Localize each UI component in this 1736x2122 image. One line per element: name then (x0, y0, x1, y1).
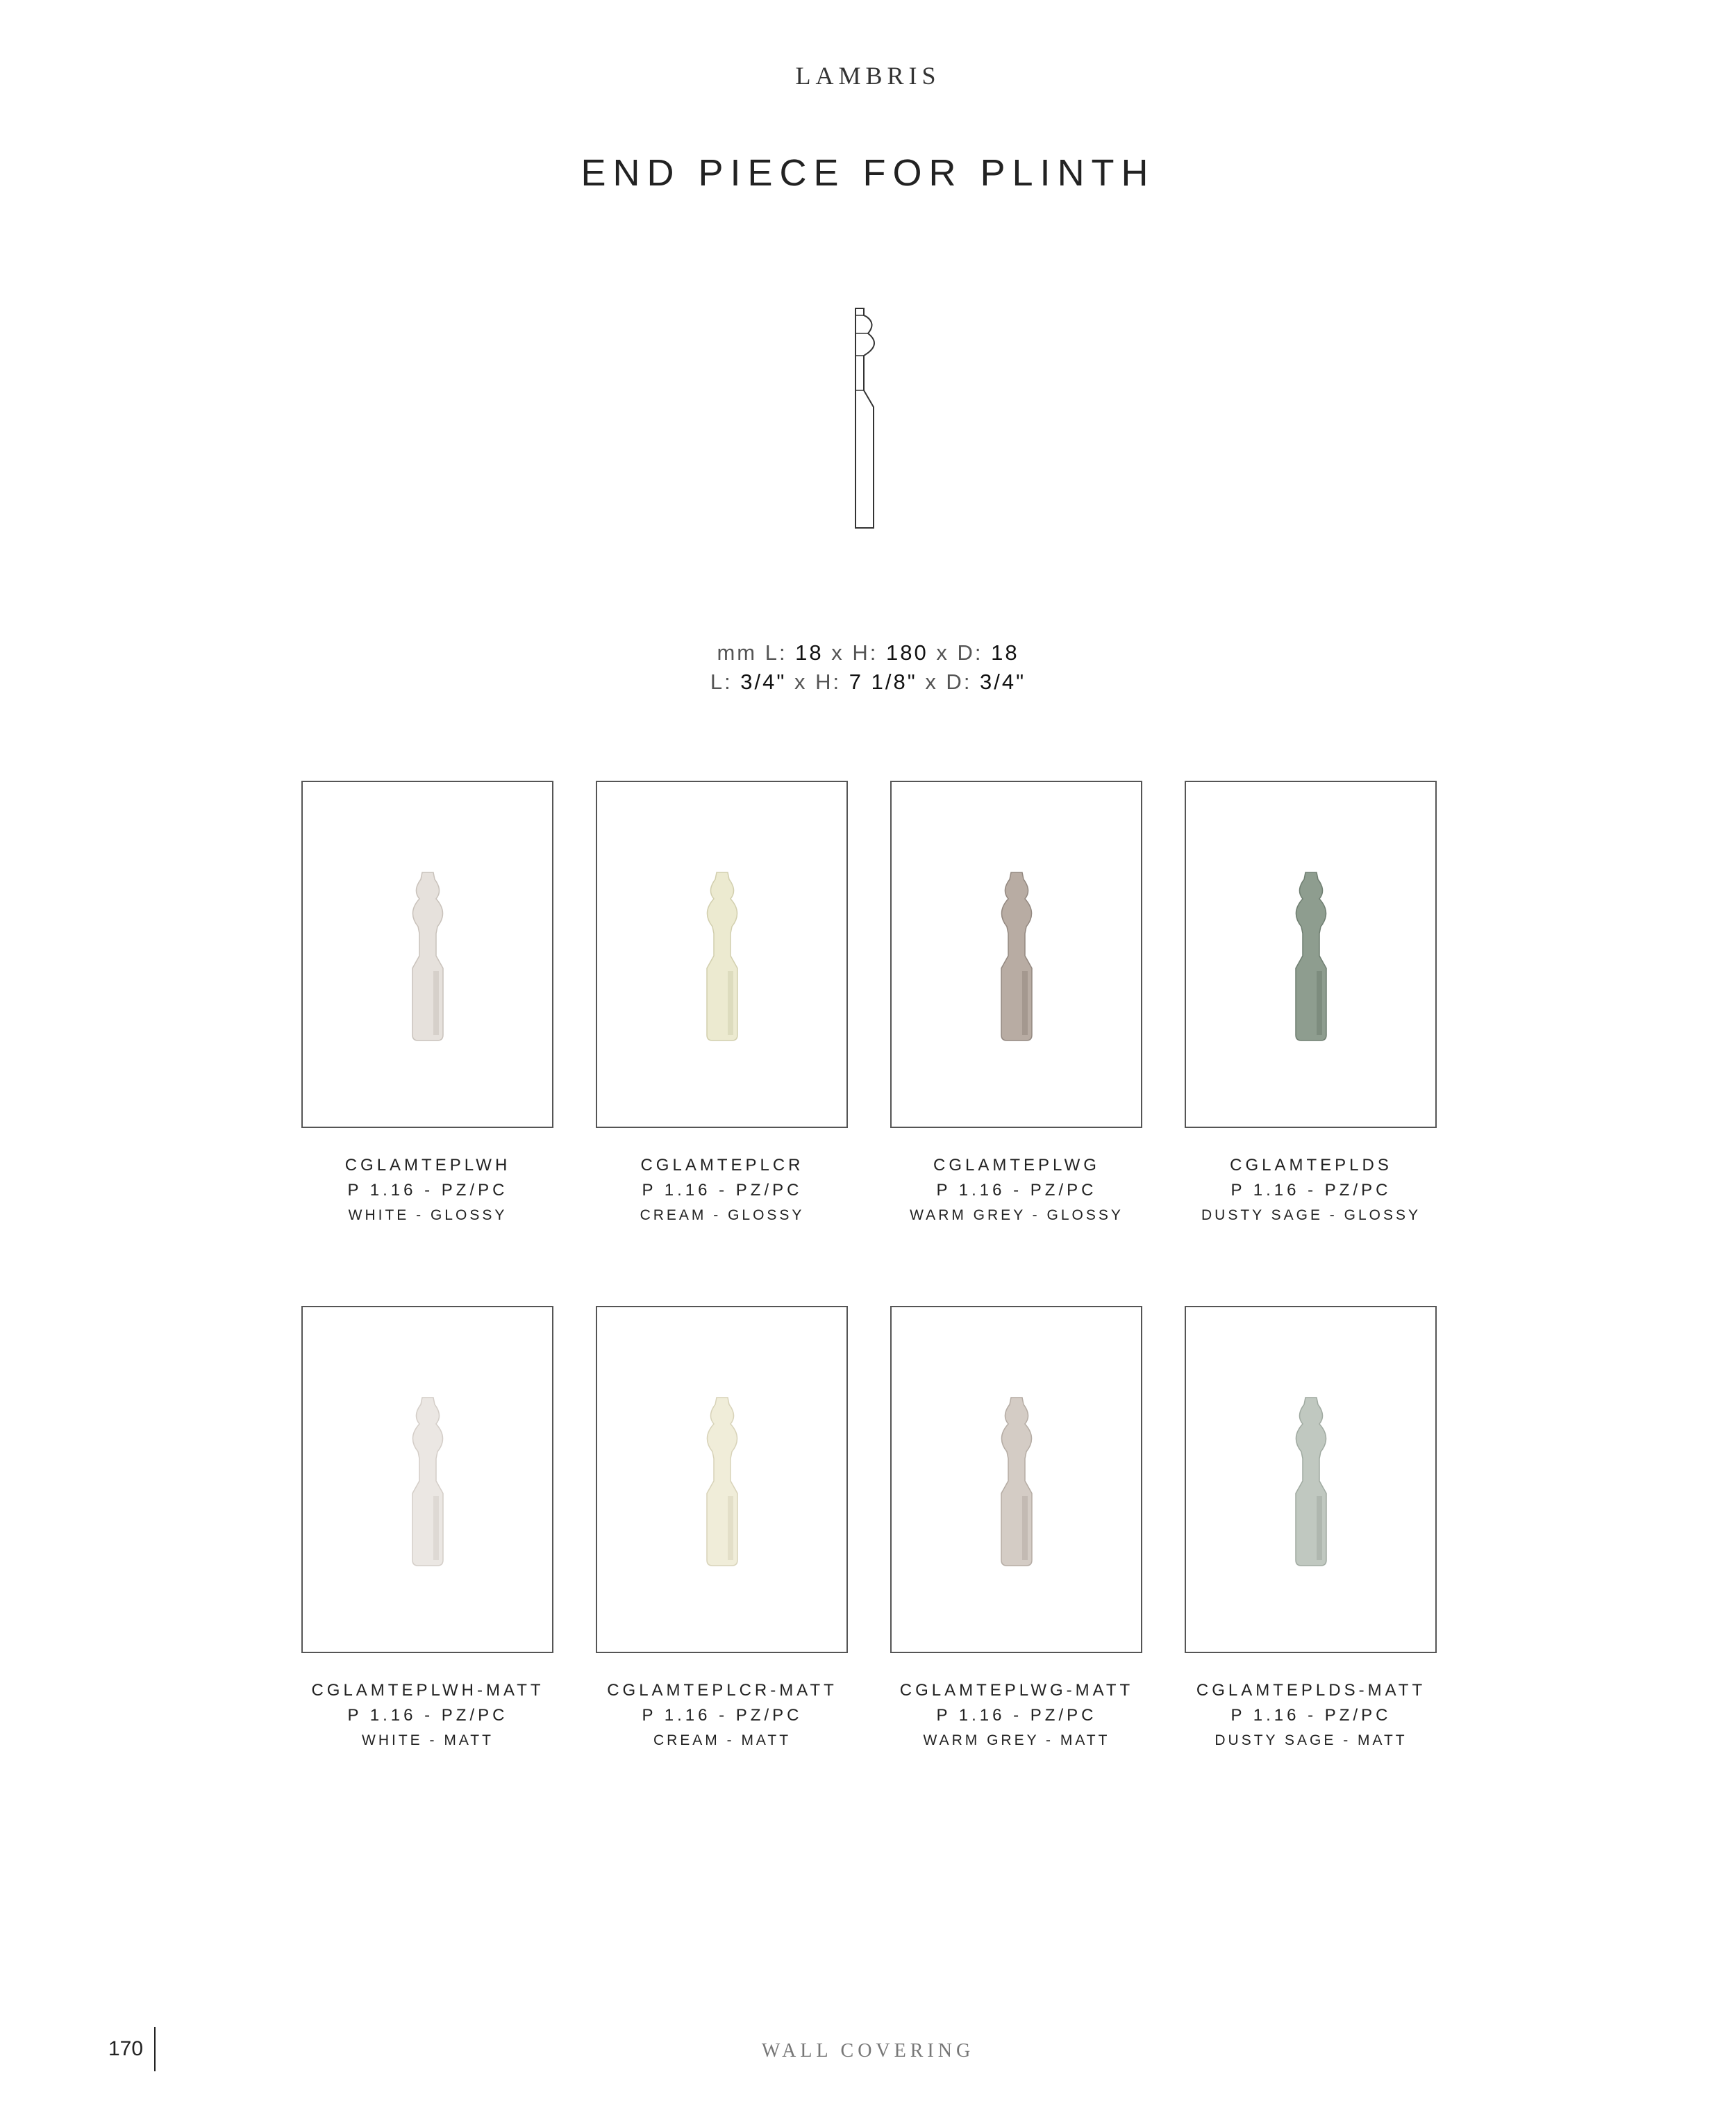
product-caption (1158, 1153, 1464, 1228)
end-piece-shading (433, 1496, 439, 1560)
product-caption (569, 1678, 875, 1753)
product-caption (275, 1153, 581, 1228)
product-code: CGLAMTEPLCR (640, 1156, 804, 1175)
end-piece-image (597, 782, 846, 1127)
product-finish: DUSTY SAGE - MATT (1215, 1732, 1408, 1748)
end-piece-image (303, 782, 552, 1127)
product-tile[interactable] (301, 781, 553, 1128)
product-code: CGLAMTEPLWH-MATT (311, 1681, 544, 1700)
product-tile[interactable] (1185, 1306, 1437, 1653)
product-pack: P 1.16 - PZ/PC (347, 1706, 508, 1725)
product-code: CGLAMTEPLCR-MATT (607, 1681, 837, 1700)
end-piece-shading (728, 1496, 733, 1560)
product-pack: P 1.16 - PZ/PC (936, 1181, 1097, 1200)
product-code: CGLAMTEPLWG (933, 1156, 1100, 1175)
product-finish: DUSTY SAGE - GLOSSY (1201, 1207, 1421, 1223)
product-pack: P 1.16 - PZ/PC (347, 1181, 508, 1200)
product-caption (569, 1153, 875, 1228)
product-finish: WHITE - MATT (362, 1732, 494, 1748)
product-pack: P 1.16 - PZ/PC (642, 1181, 803, 1200)
product-tile[interactable] (596, 781, 848, 1128)
product-code: CGLAMTEPLWG-MATT (899, 1681, 1134, 1700)
end-piece-shading (433, 971, 439, 1035)
end-piece-shading (1317, 1496, 1322, 1560)
product-tile[interactable] (890, 1306, 1142, 1653)
end-piece-shading (1022, 1496, 1028, 1560)
dimensions-imperial: L: 3/4" x H: 7 1/8" x D: 3/4" (710, 670, 1026, 694)
page-title: END PIECE FOR PLINTH (581, 152, 1155, 194)
collection-name: LAMBRIS (795, 62, 941, 90)
product-tile[interactable] (1185, 781, 1437, 1128)
product-pack: P 1.16 - PZ/PC (642, 1706, 803, 1725)
end-piece-shading (1022, 971, 1028, 1035)
end-piece-shading (1317, 971, 1322, 1035)
product-caption (864, 1153, 1169, 1228)
product-code: CGLAMTEPLDS (1230, 1156, 1392, 1175)
product-caption (275, 1678, 581, 1753)
end-piece-image (1186, 782, 1435, 1127)
product-code: CGLAMTEPLDS-MATT (1196, 1681, 1426, 1700)
product-pack: P 1.16 - PZ/PC (936, 1706, 1097, 1725)
end-piece-image (892, 1307, 1141, 1652)
product-caption (864, 1678, 1169, 1753)
profile-drawing (842, 303, 904, 536)
end-piece-image (597, 1307, 846, 1652)
footer-section-title: WALL COVERING (761, 2040, 975, 2062)
end-piece-image (1186, 1307, 1435, 1652)
product-finish: WHITE - GLOSSY (348, 1207, 508, 1223)
product-finish: CREAM - MATT (653, 1732, 792, 1748)
product-tile[interactable] (301, 1306, 553, 1653)
product-caption (1158, 1678, 1464, 1753)
product-pack: P 1.16 - PZ/PC (1230, 1181, 1392, 1200)
product-pack: P 1.16 - PZ/PC (1230, 1706, 1392, 1725)
end-piece-image (303, 1307, 552, 1652)
end-piece-shading (728, 971, 733, 1035)
product-finish: CREAM - GLOSSY (640, 1207, 805, 1223)
product-tile[interactable] (596, 1306, 848, 1653)
end-piece-image (892, 782, 1141, 1127)
page-number: 170 (108, 2037, 144, 2060)
product-code: CGLAMTEPLWH (344, 1156, 511, 1175)
product-finish: WARM GREY - GLOSSY (910, 1207, 1124, 1223)
product-finish: WARM GREY - MATT (923, 1732, 1110, 1748)
dimensions-metric: mm L: 18 x H: 180 x D: 18 (717, 640, 1019, 665)
product-tile[interactable] (890, 781, 1142, 1128)
